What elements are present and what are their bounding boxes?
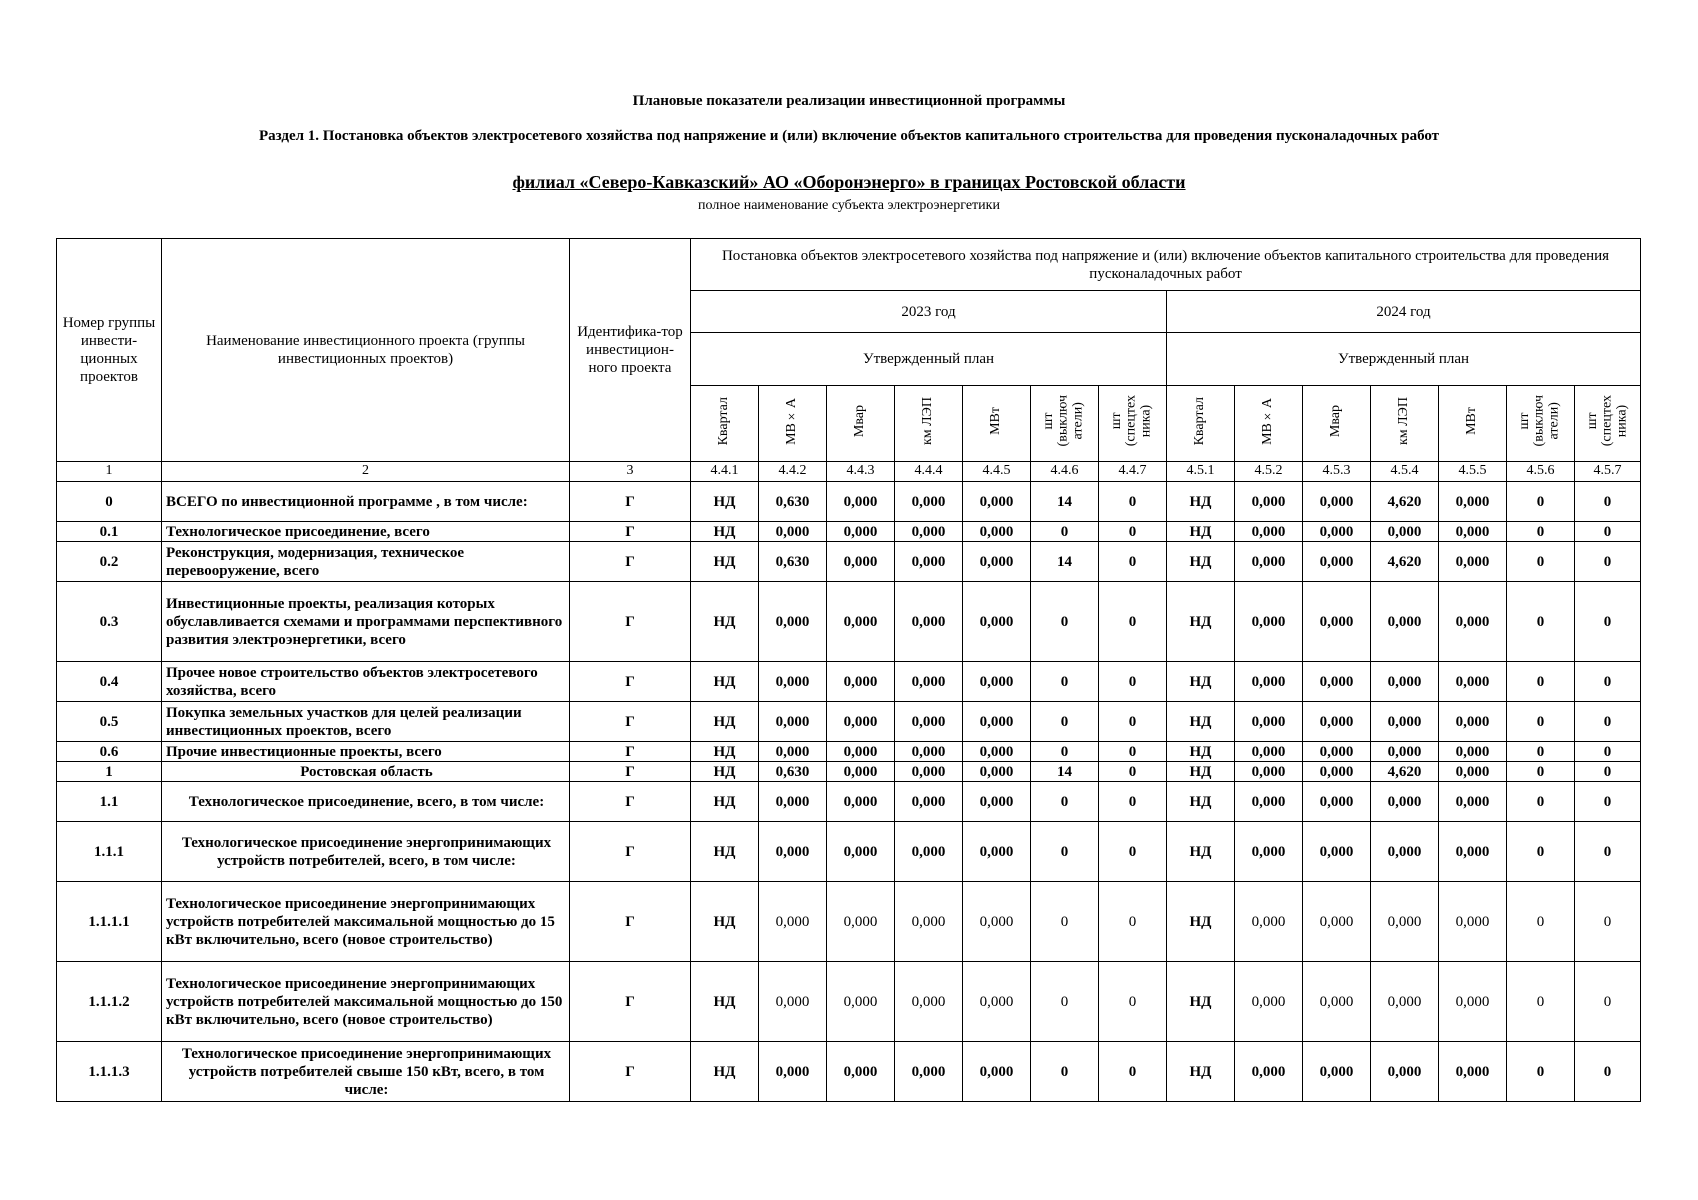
row-value-cell: 0,000 [1303,782,1371,822]
section-title: Раздел 1. Постановка объектов электросетевого хозяйства под напряжение и (или) включение объектов капитального строительства для проведения пусконаладочных работ [258,128,1440,144]
row-value-cell: 0,000 [1303,1042,1371,1102]
row-value-cell: 0,000 [1303,582,1371,662]
row-value-cell: 0 [1507,542,1575,582]
row-value-cell: 0,000 [1439,542,1507,582]
header-plan-2023: Утвержденный план [691,333,1167,386]
table-row [57,482,1641,522]
unit-header-label: Мвар [1328,404,1344,438]
column-number-cell: 1 [57,462,162,482]
table-row [57,542,1641,582]
header-project-name: Наименование инвестиционного проекта (группы инвестиционных проектов) [162,239,570,462]
row-number: 0.6 [57,742,162,762]
row-value-cell: 0 [1099,1042,1167,1102]
row-value-cell: 0,000 [1439,822,1507,882]
row-project-name: Покупка земельных участков для целей реализации инвестиционных проектов, всего [162,702,570,742]
row-value-cell: НД [1167,542,1235,582]
row-value-cell: 0,000 [827,742,895,762]
row-value-cell: 0,000 [1235,662,1303,702]
row-value-cell: НД [1167,962,1235,1042]
row-value-cell: 0 [1031,742,1099,762]
row-value-cell: 0,000 [963,482,1031,522]
column-number-cell: 4.4.6 [1031,462,1099,482]
row-value-cell: 0 [1507,762,1575,782]
row-value-cell: 0,000 [1303,662,1371,702]
row-value-cell: 0,000 [1439,522,1507,542]
unit-header-2023-1 [691,386,759,462]
row-value-cell: 0,000 [1371,822,1439,882]
row-value-cell: 0,000 [1371,882,1439,962]
row-identifier: Г [570,782,691,822]
row-identifier: Г [570,882,691,962]
column-number-cell: 4.5.7 [1575,462,1641,482]
row-value-cell: 0,000 [1439,762,1507,782]
row-project-name: Технологическое присоединение энергопринимающих устройств потребителей максимальной мощностью до 15 кВт включительно, всего (новое строительство) [162,882,570,962]
row-value-cell: 0,000 [1235,962,1303,1042]
row-value-cell: 0,000 [759,962,827,1042]
row-project-name: Технологическое присоединение энергопринимающих устройств потребителей, всего, в том числе: [162,822,570,882]
row-value-cell: 0,000 [1371,522,1439,542]
unit-header-label: МВ×А [784,397,800,445]
row-value-cell: 0,000 [1439,962,1507,1042]
unit-header-label: МВ×А [1260,397,1276,445]
row-value-cell: 0,000 [1439,482,1507,522]
row-value-cell: 0,000 [1235,522,1303,542]
row-value-cell: 0 [1031,782,1099,822]
column-number-cell: 4.4.1 [691,462,759,482]
unit-header-2023-3 [827,386,895,462]
entity-name: филиал «Северо-Кавказский» АО «Оборонэнерго» в границах Ростовской области [512,172,1186,192]
row-value-cell: 0 [1031,522,1099,542]
row-value-cell: 0 [1099,742,1167,762]
row-identifier: Г [570,702,691,742]
row-value-cell: 0 [1031,662,1099,702]
unit-header-label: км ЛЭП [920,396,936,445]
column-number-cell: 4.4.5 [963,462,1031,482]
row-number: 0.1 [57,522,162,542]
row-project-name: Технологическое присоединение энергопринимающих устройств потребителей максимальной мощностью до 150 кВт включительно, всего (новое строительство) [162,962,570,1042]
row-value-cell: 0,000 [1235,702,1303,742]
row-value-cell: НД [691,662,759,702]
row-value-cell: 0 [1575,702,1641,742]
row-value-cell: 0,000 [1303,822,1371,882]
investment-table [56,238,1641,1102]
row-value-cell: 0,000 [895,702,963,742]
row-identifier: Г [570,742,691,762]
row-value-cell: 0,000 [1303,762,1371,782]
column-number-cell: 4.4.2 [759,462,827,482]
row-identifier: Г [570,1042,691,1102]
unit-header-label: шт (спецтех ника) [1109,395,1154,447]
row-value-cell: 0,000 [895,962,963,1042]
table-row [57,882,1641,962]
row-value-cell: 0,000 [895,482,963,522]
row-value-cell: 0,000 [827,702,895,742]
row-identifier: Г [570,582,691,662]
column-number-cell: 4.5.1 [1167,462,1235,482]
row-value-cell: НД [691,762,759,782]
row-value-cell: 0 [1031,882,1099,962]
row-value-cell: 0 [1031,702,1099,742]
unit-header-2024-4 [1371,386,1439,462]
table-row [57,522,1641,542]
row-value-cell: 0 [1575,742,1641,762]
row-value-cell: 0 [1575,662,1641,702]
row-value-cell: 0 [1507,522,1575,542]
column-number-cell: 2 [162,462,570,482]
row-value-cell: 0,000 [827,522,895,542]
row-value-cell: 0,000 [1235,762,1303,782]
row-value-cell: НД [691,882,759,962]
row-value-cell: 0 [1099,962,1167,1042]
row-value-cell: 0 [1507,782,1575,822]
header-identifier: Идентифика-тор инвестицион-ного проекта [570,239,691,462]
row-value-cell: 0,630 [759,542,827,582]
row-value-cell: 0 [1507,1042,1575,1102]
row-value-cell: 0,000 [963,702,1031,742]
row-value-cell: 0 [1575,762,1641,782]
column-number-cell: 3 [570,462,691,482]
row-value-cell: 0,000 [895,782,963,822]
row-value-cell: 0,000 [963,582,1031,662]
row-project-name: Технологическое присоединение, всего, в том числе: [162,782,570,822]
row-value-cell: 0,000 [759,582,827,662]
row-value-cell: 0,000 [759,822,827,882]
row-value-cell: 0,000 [827,1042,895,1102]
row-value-cell: 0 [1099,522,1167,542]
row-identifier: Г [570,762,691,782]
row-number: 0.5 [57,702,162,742]
row-value-cell: 0 [1575,1042,1641,1102]
row-value-cell: НД [1167,582,1235,662]
row-value-cell: 0,000 [759,662,827,702]
row-value-cell: 0 [1099,582,1167,662]
row-value-cell: 0 [1099,542,1167,582]
row-value-cell: НД [1167,822,1235,882]
row-value-cell: 14 [1031,482,1099,522]
row-value-cell: 0 [1507,662,1575,702]
row-value-cell: НД [1167,662,1235,702]
row-value-cell: 0,000 [1371,702,1439,742]
row-value-cell: НД [691,822,759,882]
row-value-cell: 0,000 [1303,522,1371,542]
row-value-cell: 0,630 [759,482,827,522]
row-project-name: ВСЕГО по инвестиционной программе , в том числе: [162,482,570,522]
row-value-cell: 0,000 [963,522,1031,542]
row-value-cell: 0 [1507,582,1575,662]
row-value-cell: 0,000 [759,522,827,542]
row-value-cell: 0 [1099,662,1167,702]
row-value-cell: 0,000 [1235,542,1303,582]
row-value-cell: 0 [1575,962,1641,1042]
row-value-cell: 0,630 [759,762,827,782]
row-value-cell: 0,000 [895,542,963,582]
table-row [57,1042,1641,1102]
row-value-cell: 0,000 [759,702,827,742]
row-value-cell: 0,000 [827,482,895,522]
row-identifier: Г [570,822,691,882]
header-year-2023: 2023 год [691,291,1167,333]
unit-header-2024-2 [1235,386,1303,462]
row-value-cell: 0,000 [827,882,895,962]
row-identifier: Г [570,662,691,702]
row-identifier: Г [570,522,691,542]
row-value-cell: НД [691,582,759,662]
row-number: 0.2 [57,542,162,582]
unit-header-2023-6 [1031,386,1099,462]
row-value-cell: НД [691,522,759,542]
row-value-cell: 0 [1099,482,1167,522]
unit-header-label: Квартал [1192,396,1208,446]
row-number: 0.4 [57,662,162,702]
row-value-cell: 0,000 [1235,1042,1303,1102]
row-value-cell: 0,000 [895,762,963,782]
row-value-cell: 14 [1031,542,1099,582]
row-number: 1.1.1.2 [57,962,162,1042]
row-value-cell: 0 [1099,782,1167,822]
row-value-cell: 0 [1031,962,1099,1042]
row-number: 1.1.1.3 [57,1042,162,1102]
row-value-cell: 0,000 [1235,822,1303,882]
column-number-cell: 4.5.4 [1371,462,1439,482]
table-row [57,782,1641,822]
column-number-cell: 4.5.5 [1439,462,1507,482]
row-value-cell: НД [691,1042,759,1102]
table-row [57,702,1641,742]
row-value-cell: 0,000 [1303,542,1371,582]
row-value-cell: НД [691,542,759,582]
table-row [57,822,1641,882]
row-value-cell: 4,620 [1371,762,1439,782]
row-value-cell: 0 [1575,882,1641,962]
row-value-cell: 14 [1031,762,1099,782]
row-number: 0 [57,482,162,522]
row-value-cell: 0,000 [1439,582,1507,662]
row-number: 1 [57,762,162,782]
row-value-cell: 0,000 [963,822,1031,882]
row-value-cell: 0,000 [1439,882,1507,962]
column-number-cell: 4.4.7 [1099,462,1167,482]
row-value-cell: 0 [1575,822,1641,882]
row-value-cell: 0,000 [1235,582,1303,662]
row-value-cell: НД [1167,882,1235,962]
unit-header-2023-7 [1099,386,1167,462]
row-value-cell: 0,000 [963,962,1031,1042]
row-value-cell: 4,620 [1371,542,1439,582]
row-value-cell: НД [691,962,759,1042]
column-number-cell: 4.5.6 [1507,462,1575,482]
document-title: Плановые показатели реализации инвестиционной программы [632,93,1066,109]
row-value-cell: 0,000 [827,762,895,782]
table-row [57,762,1641,782]
row-value-cell: 0,000 [1235,742,1303,762]
row-value-cell: 0,000 [1303,702,1371,742]
row-value-cell: 0,000 [1439,742,1507,762]
row-value-cell: НД [691,782,759,822]
unit-header-2024-6 [1507,386,1575,462]
row-value-cell: 0 [1575,522,1641,542]
row-identifier: Г [570,542,691,582]
row-value-cell: 0,000 [1371,662,1439,702]
row-project-name: Ростовская область [162,762,570,782]
row-value-cell: 0 [1507,882,1575,962]
row-value-cell: 0,000 [895,882,963,962]
unit-header-2024-1 [1167,386,1235,462]
row-value-cell: 0,000 [1439,1042,1507,1102]
row-value-cell: 0 [1099,882,1167,962]
row-value-cell: 4,620 [1371,482,1439,522]
row-identifier: Г [570,962,691,1042]
row-value-cell: 0 [1507,962,1575,1042]
row-value-cell: НД [1167,742,1235,762]
row-value-cell: 0,000 [963,882,1031,962]
row-value-cell: 0,000 [1303,962,1371,1042]
unit-header-2023-2 [759,386,827,462]
row-value-cell: 0 [1031,822,1099,882]
row-value-cell: 0 [1031,1042,1099,1102]
row-value-cell: НД [691,482,759,522]
row-value-cell: 0,000 [1303,742,1371,762]
header-plan-2024: Утвержденный план [1167,333,1641,386]
row-value-cell: НД [1167,762,1235,782]
row-project-name: Реконструкция, модернизация, техническое перевооружение, всего [162,542,570,582]
header-main: Постановка объектов электросетевого хозяйства под напряжение и (или) включение объектов капитального строительства для проведения пусконаладочных работ [691,239,1641,291]
row-value-cell: 0,000 [963,742,1031,762]
row-value-cell: 0,000 [895,1042,963,1102]
unit-header-2024-7 [1575,386,1641,462]
row-value-cell: 0 [1575,582,1641,662]
row-value-cell: 0,000 [963,662,1031,702]
row-value-cell: 0,000 [1371,742,1439,762]
table-row [57,742,1641,762]
unit-header-2023-5 [963,386,1031,462]
table-row [57,582,1641,662]
row-value-cell: 0,000 [1371,782,1439,822]
unit-header-2024-5 [1439,386,1507,462]
unit-header-label: шт (выключ атели) [1041,395,1086,447]
row-value-cell: 0 [1507,822,1575,882]
table-row [57,662,1641,702]
row-value-cell: 0,000 [759,742,827,762]
row-value-cell: 0,000 [963,542,1031,582]
row-value-cell: 0,000 [827,582,895,662]
row-value-cell: 0 [1099,702,1167,742]
row-value-cell: 0,000 [1303,882,1371,962]
row-value-cell: НД [1167,1042,1235,1102]
row-value-cell: 0,000 [759,1042,827,1102]
row-value-cell: 0,000 [1371,962,1439,1042]
column-number-cell: 4.5.3 [1303,462,1371,482]
unit-header-2023-4 [895,386,963,462]
row-value-cell: 0,000 [1439,702,1507,742]
row-value-cell: 0,000 [827,662,895,702]
row-value-cell: 0,000 [895,662,963,702]
row-value-cell: 0,000 [827,782,895,822]
row-identifier: Г [570,482,691,522]
unit-header-label: км ЛЭП [1396,396,1412,445]
row-value-cell: 0,000 [1235,482,1303,522]
row-project-name: Инвестиционные проекты, реализация которых обуславливается схемами и программами перспективного развития электроэнергетики, всего [162,582,570,662]
row-value-cell: 0 [1507,702,1575,742]
row-value-cell: 0,000 [895,742,963,762]
row-project-name: Технологическое присоединение, всего [162,522,570,542]
row-value-cell: НД [691,742,759,762]
column-number-cell: 4.5.2 [1235,462,1303,482]
row-value-cell: 0 [1575,542,1641,582]
row-value-cell: 0,000 [963,762,1031,782]
row-value-cell: 0 [1507,482,1575,522]
row-number: 1.1.1.1 [57,882,162,962]
header-group-number: Номер группы инвести-ционных проектов [57,239,162,462]
row-value-cell: НД [1167,702,1235,742]
row-value-cell: 0 [1099,822,1167,882]
unit-header-label: шт (выключ атели) [1517,395,1562,447]
row-value-cell: 0,000 [963,1042,1031,1102]
row-value-cell: 0 [1099,762,1167,782]
row-value-cell: 0,000 [1303,482,1371,522]
table-row [57,962,1641,1042]
unit-header-label: МВт [1464,407,1480,435]
unit-header-label: Квартал [716,396,732,446]
row-value-cell: 0,000 [827,822,895,882]
row-value-cell: 0,000 [895,822,963,882]
row-number: 1.1.1 [57,822,162,882]
row-value-cell: 0,000 [759,782,827,822]
unit-header-2024-3 [1303,386,1371,462]
row-value-cell: НД [1167,522,1235,542]
row-value-cell: 0 [1575,782,1641,822]
row-project-name: Прочие инвестиционные проекты, всего [162,742,570,762]
row-value-cell: 0 [1031,582,1099,662]
entity-caption: полное наименование субъекта электроэнергетики [698,198,1000,213]
row-value-cell: 0,000 [1235,882,1303,962]
row-value-cell: 0 [1507,742,1575,762]
row-value-cell: 0,000 [1439,662,1507,702]
row-value-cell: НД [691,702,759,742]
unit-header-label: Мвар [852,404,868,438]
column-number-cell: 4.4.3 [827,462,895,482]
row-value-cell: 0,000 [895,582,963,662]
header-year-2024: 2024 год [1167,291,1641,333]
row-number: 0.3 [57,582,162,662]
row-value-cell: 0,000 [1235,782,1303,822]
row-value-cell: НД [1167,782,1235,822]
row-value-cell: 0,000 [827,542,895,582]
row-number: 1.1 [57,782,162,822]
row-value-cell: 0,000 [827,962,895,1042]
row-value-cell: 0,000 [963,782,1031,822]
row-value-cell: 0 [1575,482,1641,522]
row-value-cell: 0,000 [895,522,963,542]
unit-header-label: МВт [988,407,1004,435]
row-project-name: Прочее новое строительство объектов электросетевого хозяйства, всего [162,662,570,702]
row-value-cell: 0,000 [1371,582,1439,662]
row-value-cell: 0,000 [759,882,827,962]
column-number-cell: 4.4.4 [895,462,963,482]
row-value-cell: НД [1167,482,1235,522]
row-value-cell: 0,000 [1439,782,1507,822]
unit-header-label: шт (спецтех ника) [1584,395,1629,447]
row-project-name: Технологическое присоединение энергопринимающих устройств потребителей свыше 150 кВт, всего, в том числе: [162,1042,570,1102]
row-value-cell: 0,000 [1371,1042,1439,1102]
